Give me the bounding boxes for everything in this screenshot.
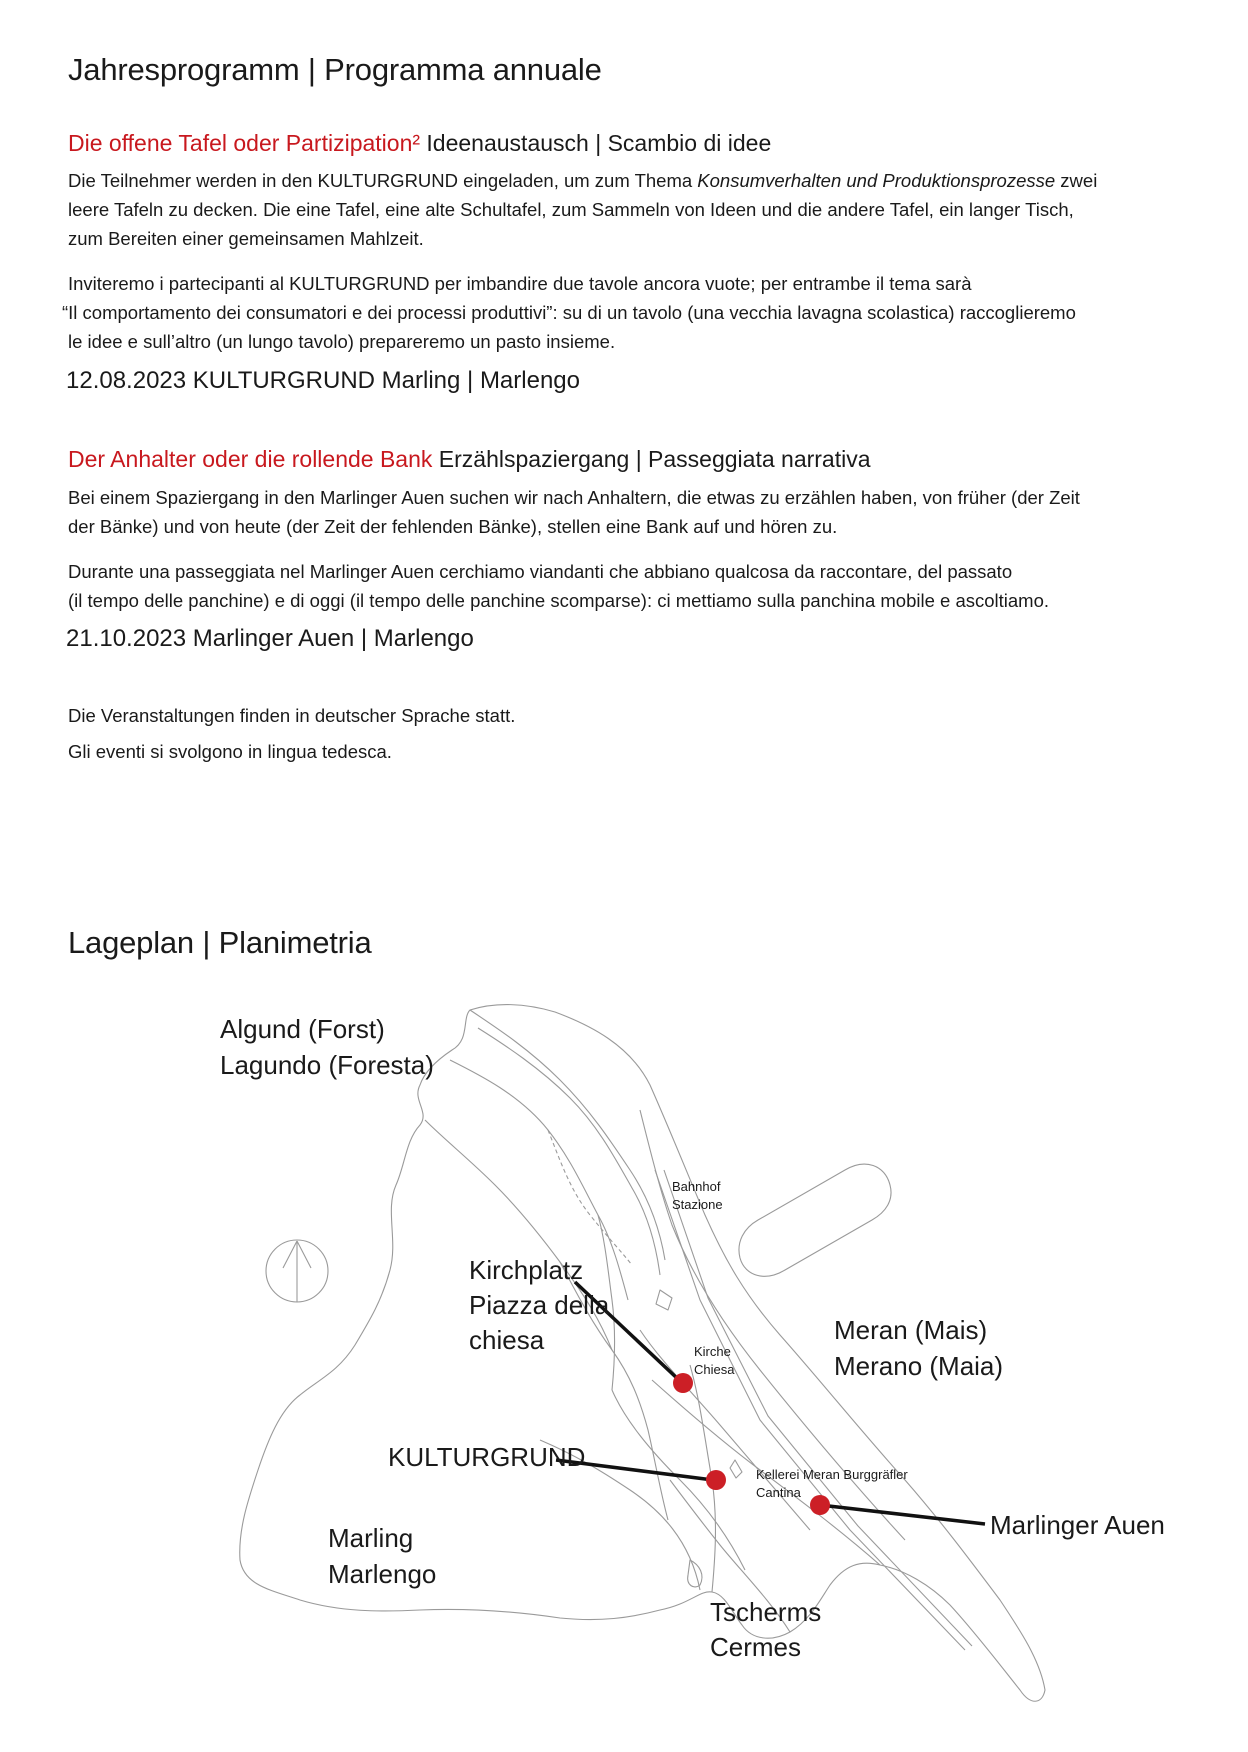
label-tscherms-1: Tscherms — [710, 1597, 822, 1627]
event-2-it-line-2: (il tempo delle panchine) e di oggi (il tempo delle panchine scomparse): ci mettiamo sulla panchina mobile e ascoltiamo. — [68, 590, 1050, 611]
event-1-title — [68, 130, 771, 157]
event-1-date: 12.08.2023 KULTURGRUND Marling | Marlengo — [66, 367, 580, 394]
label-tscherms-2: Cermes — [710, 1632, 802, 1662]
event-2-it-line-1: Durante una passeggiata nel Marlinger Auen cerchiamo viandanti che abbiano qualcosa da raccontare, del passato — [68, 561, 1013, 582]
program-heading: Jahresprogramm | Programma annuale — [68, 52, 602, 87]
event-1-title-rest: Ideenaustausch | Scambio di idee — [420, 130, 772, 156]
marker-kulturgrund[interactable] — [706, 1470, 726, 1490]
road-line-5 — [640, 1330, 810, 1530]
label-bahnhof-2: Stazione — [672, 1197, 723, 1212]
event-2-description-it — [68, 557, 1198, 615]
label-marling-1: Marling — [328, 1523, 414, 1553]
event-1-description-de — [68, 166, 1198, 253]
event-1-de-line-1 — [68, 166, 1198, 195]
label-kirche-2: Chiesa — [694, 1362, 735, 1377]
north-arrow-icon — [266, 1240, 328, 1302]
event-1-it-line-2: “Il comportamento dei consumatori e dei processi produttivi”: su di un tavolo (una vecchia lavagna scolastica) raccoglieremo — [62, 302, 1076, 323]
event-2-date: 21.10.2023 Marlinger Auen | Marlengo — [66, 625, 474, 652]
label-algund-2: Lagundo (Foresta) — [220, 1050, 434, 1080]
river-line-2 — [478, 1028, 660, 1275]
event-1-de-line-3: zum Bereiten einer gemeinsamen Mahlzeit. — [68, 228, 424, 249]
event-1-it-line-1: Inviteremo i partecipanti al KULTURGRUND per imbandire due tavole ancora vuote; per entrambe il tema sarà — [68, 273, 972, 294]
label-meran-1: Meran (Mais) — [834, 1315, 988, 1345]
event-2-title-red: Der Anhalter oder die rollende Bank — [68, 446, 433, 472]
center-detail-2 — [730, 1460, 742, 1478]
marker-kirche[interactable] — [673, 1373, 693, 1393]
dashed-path — [548, 1130, 632, 1265]
event-1-de-line-2: leere Tafeln zu decken. Die eine Tafel, eine alte Schultafel, zum Sammeln von Ideen und die andere Tafel, ein langer Tisch, — [68, 199, 1074, 220]
event-1-de-text-1b: zwei — [1055, 170, 1098, 191]
language-note-it: Gli eventi si svolgono in lingua tedesca. — [68, 741, 392, 762]
marker-marlinger-auen[interactable] — [810, 1495, 830, 1515]
label-kellerei-2: Cantina — [756, 1485, 801, 1500]
map-heading: Lageplan | Planimetria — [68, 925, 372, 960]
label-kirchplatz-3: chiesa — [469, 1325, 545, 1355]
language-note-de: Die Veranstaltungen finden in deutscher Sprache statt. — [68, 705, 516, 726]
label-kirchplatz-1: Kirchplatz — [469, 1255, 584, 1285]
label-bahnhof-1: Bahnhof — [672, 1179, 721, 1194]
label-kirchplatz-2: Piazza della — [469, 1290, 610, 1320]
event-2-title-rest: Erzählspaziergang | Passeggiata narrativa — [432, 446, 871, 472]
racetrack-shape — [739, 1164, 891, 1276]
label-kulturgrund: KULTURGRUND — [388, 1442, 586, 1472]
label-marlinger-auen: Marlinger Auen — [990, 1510, 1165, 1540]
event-2-de-line-2: der Bänke) und von heute (der Zeit der fehlenden Bänke), stellen eine Bank auf und hören zu. — [68, 516, 838, 537]
railway-line-2 — [664, 1170, 972, 1646]
event-1-title-red: Die offene Tafel oder Partizipation² — [68, 130, 421, 156]
event-1-description-it — [62, 269, 1198, 356]
site-map — [0, 990, 1248, 1752]
center-detail-1 — [656, 1290, 672, 1310]
label-marling-2: Marlengo — [328, 1559, 437, 1589]
center-detail-3 — [688, 1560, 702, 1587]
label-algund-1: Algund (Forst) — [220, 1014, 385, 1044]
river-line-1 — [470, 1010, 665, 1260]
event-1-de-theme: Konsumverhalten und Produktionsprozesse — [697, 170, 1056, 191]
event-1-de-text-1a: Die Teilnehmer werden in den KULTURGRUND eingeladen, um zum Thema — [68, 170, 698, 191]
label-meran-2: Merano (Maia) — [834, 1351, 1004, 1381]
leader-auen — [820, 1505, 985, 1524]
event-2-de-line-1: Bei einem Spaziergang in den Marlinger Auen suchen wir nach Anhaltern, die etwas zu erzählen haben, von früher (der Zeit — [68, 487, 1080, 508]
event-1-it-line-3: le idee e sull’altro (un lungo tavolo) prepareremo un pasto insieme. — [68, 331, 616, 352]
label-kirche-1: Kirche — [694, 1344, 731, 1359]
label-kellerei-1: Kellerei Meran Burggräfler — [756, 1467, 908, 1482]
event-2-description-de — [68, 483, 1198, 541]
event-2-title — [68, 446, 871, 473]
